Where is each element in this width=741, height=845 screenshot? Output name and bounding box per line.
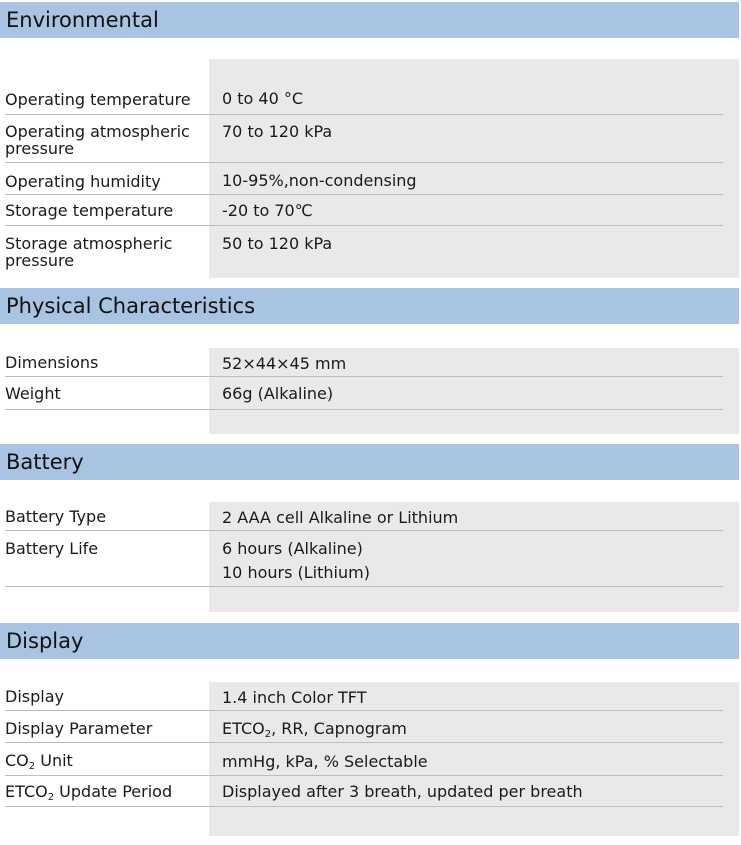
row-value-display-parameter: $ETCO_2$, RR, Capnogram <box>222 719 407 740</box>
section-header-battery <box>0 444 739 480</box>
section-header-physical <box>0 288 739 324</box>
section-title: Environmental <box>6 8 159 32</box>
row-value-battery-type: 2 AAA cell Alkaline or Lithium <box>222 508 459 527</box>
row-label-battery-life: Battery Life <box>5 539 99 558</box>
row-value-operating-pressure: 70 to 120 kPa <box>222 122 333 141</box>
row-label-operating-temperature: Operating temperature <box>5 90 191 109</box>
row-value-co2-unit: mmHg, kPa, % Selectable <box>222 752 428 771</box>
row-divider <box>5 162 723 163</box>
section-header-display <box>0 623 739 659</box>
row-value-weight: 66g (Alkaline) <box>222 384 334 403</box>
row-value-storage-pressure: 50 to 120 kPa <box>222 234 333 253</box>
row-divider <box>5 194 723 195</box>
row-value-battery-life-alkaline: 6 hours (Alkaline) <box>222 539 363 558</box>
row-value-display: 1.4 inch Color TFT <box>222 688 367 707</box>
row-label-storage-temperature: Storage temperature <box>5 201 174 220</box>
row-divider <box>5 114 723 115</box>
row-label-operating-humidity: Operating humidity <box>5 172 161 191</box>
row-value-etco2-update-period: Displayed after 3 breath, updated per breath <box>222 782 583 801</box>
row-divider <box>5 806 723 807</box>
row-divider <box>5 742 723 743</box>
row-label-co2-unit: $CO_2$ Unit <box>5 751 73 772</box>
row-divider <box>5 409 723 410</box>
row-divider <box>5 530 723 531</box>
section-header-environmental <box>0 2 739 38</box>
row-value-dimensions: 52×44×45 mm <box>222 354 347 373</box>
row-label-dimensions: Dimensions <box>5 353 99 372</box>
row-divider <box>5 225 723 226</box>
row-value-battery-life-lithium: 10 hours (Lithium) <box>222 563 370 582</box>
row-label-etco2-update-period: $ETCO_2$ Update Period <box>5 782 173 803</box>
row-value-storage-temperature: -20 to 70℃ <box>222 201 313 220</box>
row-divider <box>5 586 723 587</box>
row-label-display-parameter: Display Parameter <box>5 719 153 738</box>
row-label-weight: Weight <box>5 384 61 403</box>
row-label-battery-type: Battery Type <box>5 507 107 526</box>
row-value-operating-temperature: 0 to 40 °C <box>222 89 304 108</box>
row-value-operating-humidity: 10-95%,non-condensing <box>222 171 417 190</box>
section-title: Display <box>6 629 84 653</box>
row-divider <box>5 376 723 377</box>
row-label-storage-pressure: Storage atmospheric pressure <box>5 234 173 270</box>
row-label-operating-pressure: Operating atmospheric pressure <box>5 122 190 158</box>
row-divider <box>5 775 723 776</box>
section-title: Physical Characteristics <box>6 294 256 318</box>
row-label-display: Display <box>5 687 64 706</box>
row-divider <box>5 710 723 711</box>
section-title: Battery <box>6 450 84 474</box>
